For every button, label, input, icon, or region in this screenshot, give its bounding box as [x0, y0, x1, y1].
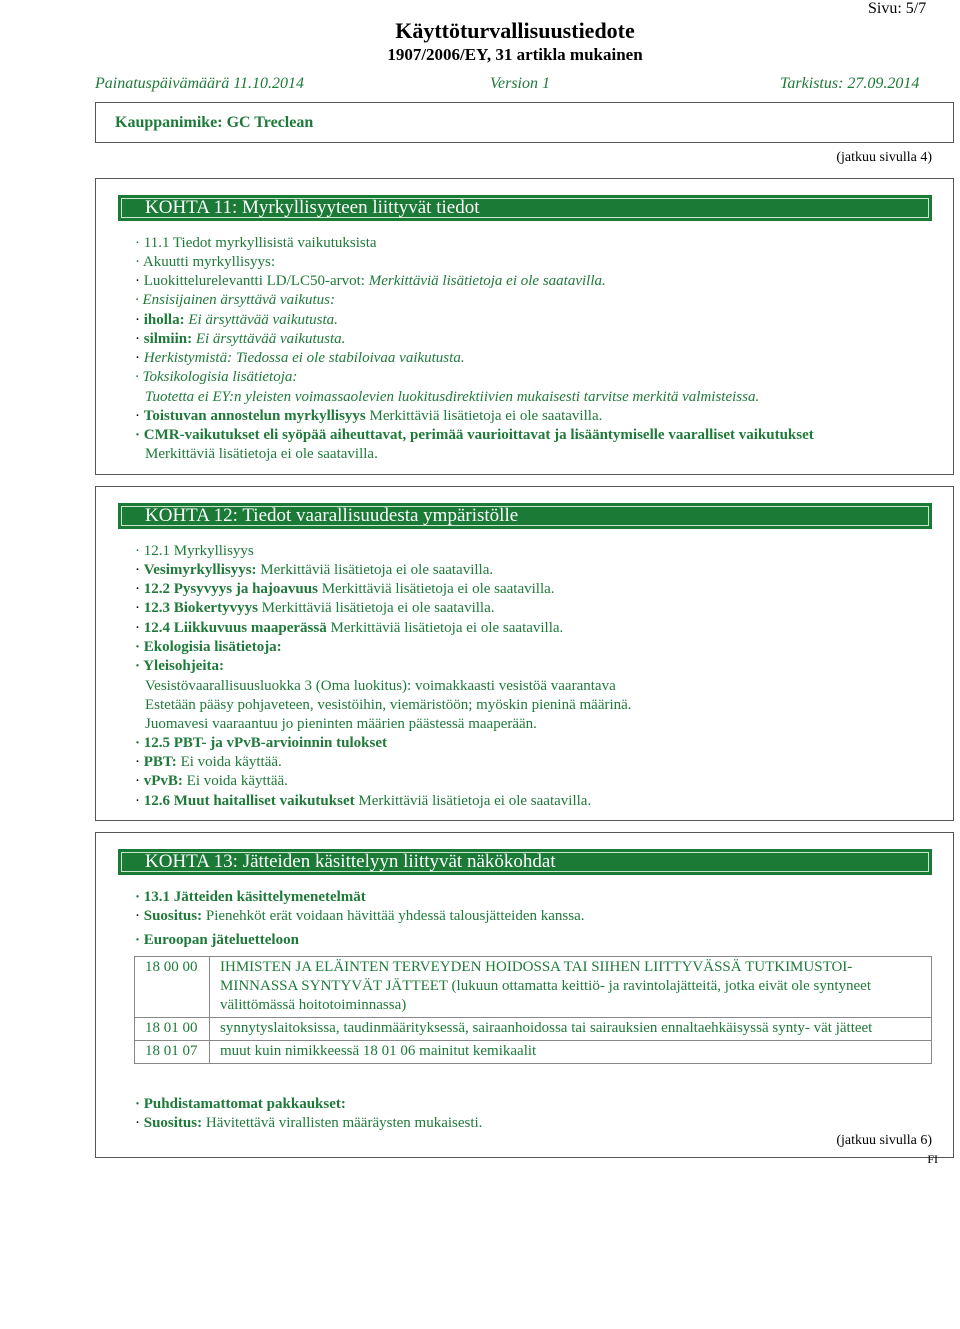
- s11-acute: Akuutti myrkyllisyys:: [142, 254, 276, 270]
- table-row: [135, 1018, 932, 1041]
- print-date: Painatuspäivämäärä 11.10.2014: [95, 75, 305, 92]
- s13-packaging-rec-label: Suositus:: [143, 1115, 203, 1131]
- s12-vpvb-label: vPvB:: [143, 773, 183, 789]
- s12-drinkingwater: Juomavesi vaaraantuu jo pieninten määrien päästessä maaperään.: [145, 716, 537, 732]
- s12-pbt-value: Ei voida käyttää.: [176, 754, 282, 770]
- ewc-code: 18 01 00: [135, 1018, 210, 1041]
- trade-name: Kauppanimike: GC Treclean: [115, 114, 314, 131]
- s12-other-label: 12.6 Muut haitalliset vaikutukset: [143, 793, 355, 809]
- ewc-table: [134, 956, 932, 1064]
- s11-toxinfo-text: Tuotetta ei EY:n yleisten voimassaolevien luokitusdirektiivien mukaisesti tarvitse merkitä valmisteissa.: [145, 389, 760, 405]
- continued-to: (jatkuu sivulla 6): [836, 1133, 932, 1148]
- table-row: [135, 957, 932, 1018]
- section-11-title: KOHTA 11: Myrkyllisyyteen liittyvät tiedot: [145, 197, 480, 218]
- s12-eco-info: Ekologisia lisätietoja:: [143, 639, 282, 655]
- s12-bioaccum-value: Merkittäviä lisätietoja ei ole saatavilla.: [257, 600, 495, 616]
- ewc-text: IHMISTEN JA ELÄINTEN TERVEYDEN HOIDOSSA TAI SIIHEN LIITTYVÄSSÄ TUTKIMUSTOI-MINNASSA SYNTYVÄT JÄTTEET (lukuun ottamatta keittiö- ja ravintolajätteitä, jotka eivät ole syntyneet välittömässä hoitotoiminnassa): [210, 957, 932, 1018]
- s12-pbt-heading: 12.5 PBT- ja vPvB-arvioinnin tulokset: [143, 735, 387, 751]
- s11-cmr-label: CMR-vaikutukset eli syöpää aiheuttavat, perimää vaurioittavat ja lisääntymiselle vaaralliset vaikutukset: [143, 427, 814, 443]
- s12-persistence-value: Merkittäviä lisätietoja ei ole saatavilla.: [317, 581, 555, 597]
- ewc-heading: Euroopan jäteluetteloon: [143, 932, 299, 948]
- language-code: FI: [927, 1152, 938, 1166]
- document-subtitle: 1907/2006/EY, 31 artikla mukainen: [387, 45, 643, 64]
- s11-eyes-label: silmiin:: [143, 331, 193, 347]
- s12-pbt-label: PBT:: [143, 754, 177, 770]
- ewc-text: muut kuin nimikkeessä 18 01 06 mainitut kemikaalit: [210, 1041, 932, 1064]
- s11-cmr-value: Merkittäviä lisätietoja ei ole saatavilla.: [145, 446, 378, 462]
- s12-aquatic-value: Merkittäviä lisätietoja ei ole saatavilla.: [256, 562, 494, 578]
- continued-from: (jatkuu sivulla 4): [836, 150, 932, 165]
- s12-other-value: Merkittäviä lisätietoja ei ole saatavilla.: [354, 793, 592, 809]
- s12-vpvb-value: Ei voida käyttää.: [182, 773, 288, 789]
- s13-packaging: Puhdistamattomat pakkaukset:: [143, 1096, 346, 1112]
- s13-methods: 13.1 Jätteiden käsittelymenetelmät: [143, 889, 366, 905]
- s12-aquatic-label: Vesimyrkyllisyys:: [143, 562, 257, 578]
- document-title: Käyttöturvallisuustiedote: [395, 18, 635, 43]
- s13-packaging-rec-value: Hävitettävä virallisten määräysten mukaisesti.: [202, 1115, 483, 1131]
- ewc-code: 18 01 07: [135, 1041, 210, 1064]
- s11-skin-label: iholla:: [143, 312, 185, 328]
- s11-ld50-value: Merkittäviä lisätietoja ei ole saatavilla.: [364, 273, 606, 289]
- s11-heading: 11.1 Tiedot myrkyllisistä vaikutuksista: [143, 235, 377, 251]
- review-date: Tarkistus: 27.09.2014: [780, 75, 920, 92]
- s11-eyes-value: Ei ärsyttävää vaikutusta.: [192, 331, 346, 347]
- s12-mobility-label: 12.4 Liikkuvuus maaperässä: [143, 620, 327, 636]
- s13-recommendation-value: Pienehköt erät voidaan hävittää yhdessä talousjätteiden kanssa.: [202, 908, 585, 924]
- s12-toxicity: 12.1 Myrkyllisyys: [143, 543, 254, 559]
- s12-bioaccum-label: 12.3 Biokertyvyys: [143, 600, 258, 616]
- s12-groundwater: Estetään pääsy pohjaveteen, vesistöihin, viemäristöön; myöskin pieninä määrinä.: [145, 697, 632, 713]
- table-row: [135, 1041, 932, 1064]
- s11-sensitization-value: Tiedossa ei ole stabiloivaa vaikutusta.: [232, 350, 465, 366]
- section-13-title: KOHTA 13: Jätteiden käsittelyyn liittyvät näkökohdat: [145, 851, 556, 872]
- s11-repeated-label: Toistuvan annostelun myrkyllisyys: [143, 408, 366, 424]
- s13-recommendation-label: Suositus:: [143, 908, 203, 924]
- s11-ld50-label: Luokittelurelevantti LD/LC50-arvot:: [143, 273, 365, 289]
- section-12-title: KOHTA 12: Tiedot vaarallisuudesta ympäristölle: [145, 505, 519, 526]
- s12-general: Yleisohjeita:: [143, 658, 225, 674]
- s12-mobility-value: Merkittäviä lisätietoja ei ole saatavilla.: [326, 620, 564, 636]
- ewc-text: synnytyslaitoksissa, taudinmäärityksessä, sairaanhoidossa tai sairauksien ennaltaehkäisyssä synty- vät jätteet: [210, 1018, 932, 1041]
- s12-wgk: Vesistövaarallisuusluokka 3 (Oma luokitus): voimakkaasti vesistöä vaarantava: [145, 678, 616, 694]
- s11-repeated-value: Merkittäviä lisätietoja ei ole saatavilla.: [365, 408, 603, 424]
- page-number: Sivu: 5/7: [868, 0, 927, 17]
- s11-toxinfo: Toksikologisia lisätietoja:: [142, 369, 298, 385]
- s11-skin-value: Ei ärsyttävää vaikutusta.: [184, 312, 338, 328]
- s11-irritation: Ensisijainen ärsyttävä vaikutus:: [142, 292, 335, 308]
- s11-sensitization-label: Herkistymistä:: [143, 350, 233, 366]
- version: Version 1: [490, 75, 550, 92]
- ewc-code: 18 00 00: [135, 957, 210, 1018]
- s12-persistence-label: 12.2 Pysyvyys ja hajoavuus: [143, 581, 318, 597]
